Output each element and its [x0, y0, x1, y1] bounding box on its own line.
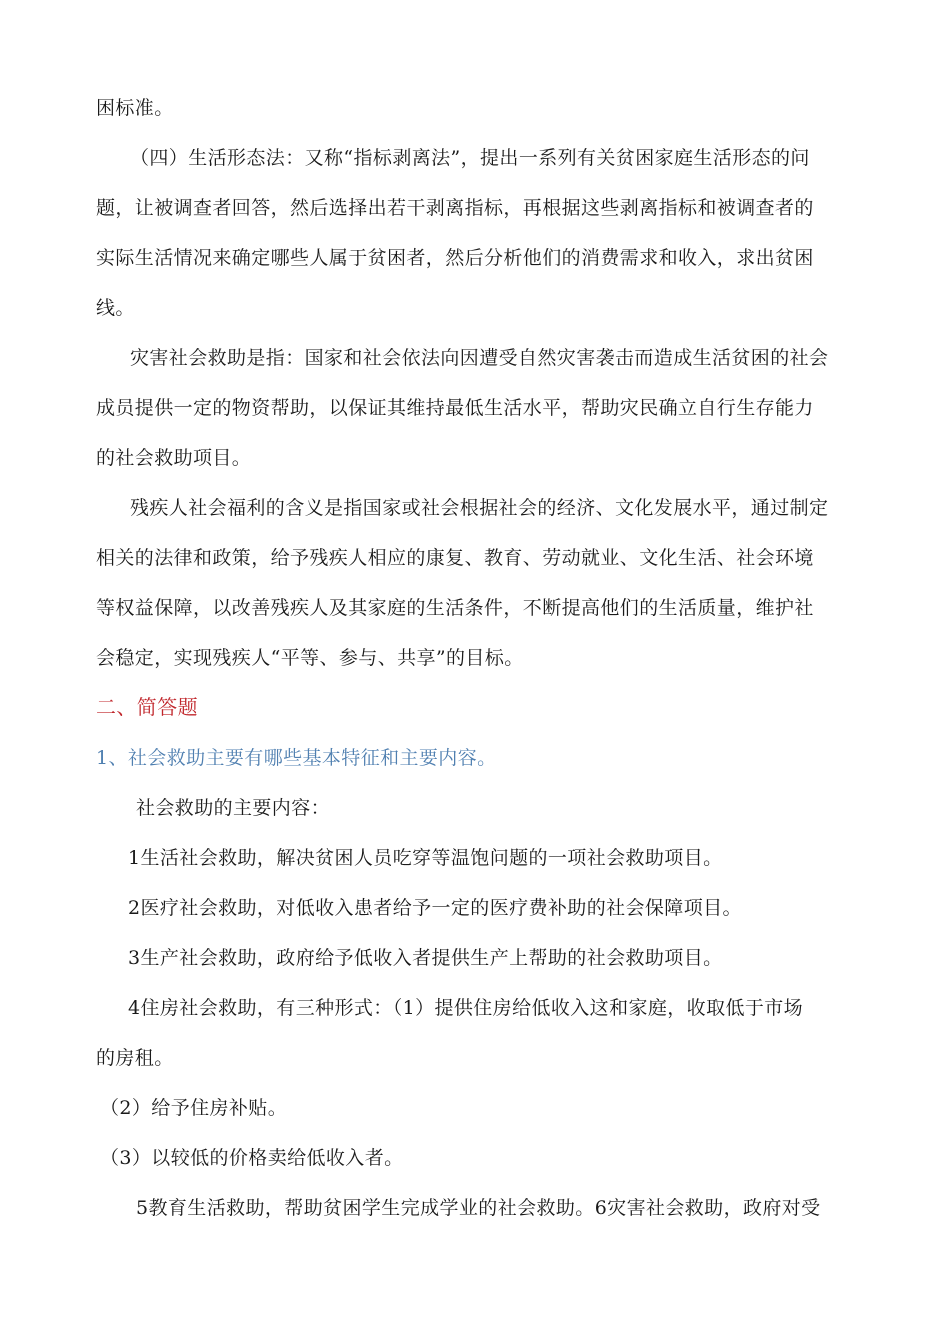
text-line: 4住房社会救助，有三种形式：（1）提供住房给低收入这和家庭，收取低于市场 — [128, 997, 804, 1019]
section-heading: 二、简答题 — [96, 695, 198, 719]
text-line: 1生活社会救助，解决贫困人员吃穿等温饱问题的一项社会救助项目。 — [128, 847, 723, 869]
question-heading: 1、社会救助主要有哪些基本特征和主要内容。 — [96, 747, 497, 769]
text-line: 题，让被调查者回答，然后选择出若干剥离指标，再根据这些剥离指标和被调查者的 — [96, 197, 814, 219]
text-line: 灾害社会救助是指：国家和社会依法向因遭受自然灾害袭击而造成生活贫困的社会 — [130, 347, 829, 369]
text-line: 实际生活情况来确定哪些人属于贫困者，然后分析他们的消费需求和收入，求出贫困 — [96, 247, 814, 269]
text-line: 的房租。 — [96, 1047, 174, 1069]
text-line: 5教育生活救助，帮助贫困学生完成学业的社会救助。6灾害社会救助，政府对受 — [136, 1197, 821, 1219]
text-line: （3）以较低的价格卖给低收入者。 — [100, 1147, 404, 1169]
text-line: 3生产社会救助，政府给予低收入者提供生产上帮助的社会救助项目。 — [128, 947, 723, 969]
text-line: 等权益保障，以改善残疾人及其家庭的生活条件，不断提高他们的生活质量，维护社 — [96, 597, 814, 619]
text-line: 相关的法律和政策，给予残疾人相应的康复、教育、劳动就业、文化生活、社会环境 — [96, 547, 814, 569]
text-line: 2医疗社会救助，对低收入患者给予一定的医疗费补助的社会保障项目。 — [128, 897, 742, 919]
text-line: 会稳定，实现残疾人“平等、参与、共享”的目标。 — [96, 647, 524, 669]
text-line: 社会救助的主要内容： — [136, 797, 331, 819]
text-line: 线。 — [96, 297, 135, 319]
text-line: （四）生活形态法：又称“指标剥离法”，提出一系列有关贫困家庭生活形态的问 — [130, 147, 810, 169]
text-line: 成员提供一定的物资帮助，以保证其维持最低生活水平，帮助灾民确立自行生存能力 — [96, 397, 814, 419]
text-line: （2）给予住房补贴。 — [100, 1097, 288, 1119]
text-line: 残疾人社会福利的含义是指国家或社会根据社会的经济、文化发展水平，通过制定 — [130, 497, 829, 519]
text-line: 困标准。 — [96, 97, 174, 119]
text-line: 的社会救助项目。 — [96, 447, 252, 469]
